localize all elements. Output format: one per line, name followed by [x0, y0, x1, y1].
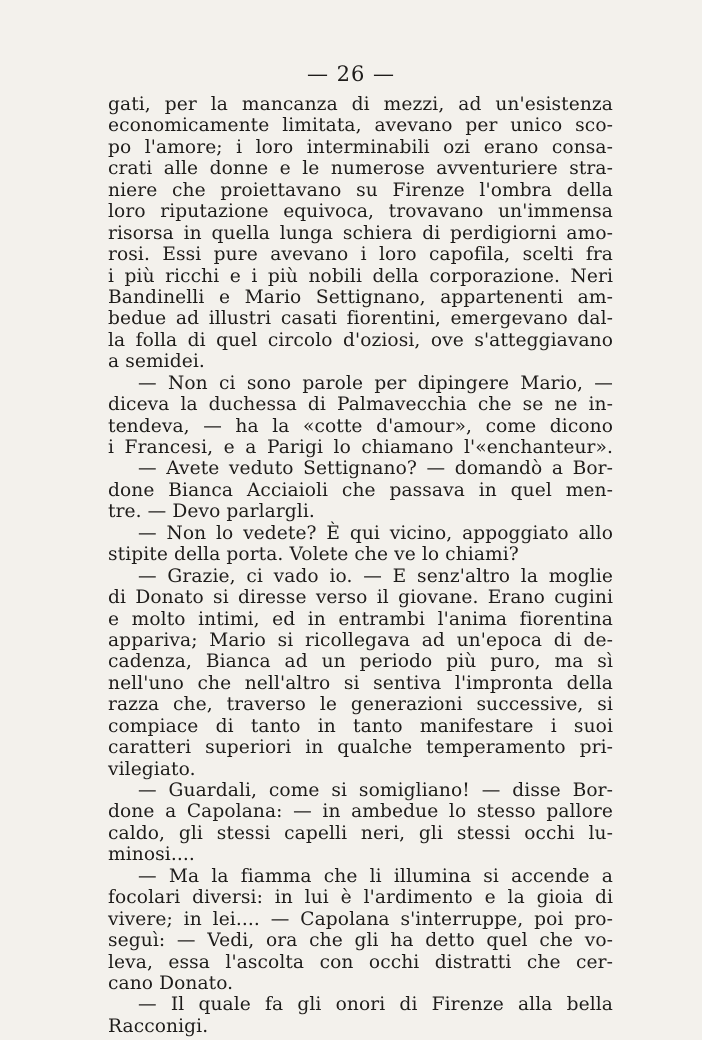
page-number: — 26 — — [306, 62, 396, 86]
text-line: i più ricchi e i più nobili della corporazione. Neri — [108, 265, 613, 287]
text-line: stipite della porta. Volete che ve lo chiami? — [108, 544, 519, 566]
text-line: Racconigi. — [108, 1015, 209, 1037]
text-line: — Guardali, come si somigliano! — disse Bor- — [138, 780, 613, 801]
text-line: economicamente limitata, avevano per unico sco- — [108, 115, 613, 137]
text-line: loro riputazione equivoca, trovavano un'immensa — [108, 201, 613, 223]
text-line: cadenza, Bianca ad un periodo più puro, ma sì — [108, 651, 613, 673]
text-line: — Il quale fa gli onori di Firenze alla bella — [138, 994, 613, 1016]
text-line: di Donato si diresse verso il giovane. Erano cugini — [108, 587, 613, 609]
text-line: — Grazie, ci vado io. — E senz'altro la moglie — [138, 565, 613, 587]
text-line: — Ma la fiamma che li illumina si accende a — [138, 865, 613, 887]
text-line: minosi.... — [108, 844, 195, 866]
text-line: crati alle donne e le numerose avventuriere stra- — [108, 158, 613, 180]
text-line: done a Capolana: — in ambedue lo stesso pallore — [108, 801, 613, 823]
text-line: focolari diversi: in lui è l'ardimento e la gioia di — [108, 887, 613, 909]
text-line: nell'uno che nell'altro si sentiva l'impronta della — [108, 672, 613, 694]
text-line: caratteri superiori in qualche temperamento pri- — [108, 737, 613, 759]
text-line: vilegiato. — [108, 758, 196, 780]
text-line: cano Donato. — [108, 972, 234, 994]
text-line: vivere; in lei.... — Capolana s'interruppe, poi pro- — [108, 908, 613, 930]
text-line: gati, per la mancanza di mezzi, ad un'esistenza — [108, 94, 613, 115]
text-line: seguì: — Vedi, ora che gli ha detto quel che vo- — [108, 930, 613, 952]
text-line: tendeva, — ha la «cotte d'amour», come dicono — [108, 415, 613, 437]
text-line: leva, essa l'ascolta con occhi distratti che cer- — [108, 951, 613, 973]
text-line: — Non lo vedete? È qui vicino, appoggiato allo — [138, 522, 613, 544]
body-text — [108, 94, 613, 1037]
text-line: a semidei. — [108, 351, 205, 373]
text-line: Bandinelli e Mario Settignano, appartenenti am- — [108, 286, 613, 308]
text-line: i Francesi, e a Parigi lo chiamano l'«enchanteur». — [108, 437, 613, 458]
text-line: caldo, gli stessi capelli neri, gli stessi occhi lu- — [108, 822, 613, 844]
text-line: diceva la duchessa di Palmavecchia che se ne in- — [108, 394, 613, 416]
text-line: po l'amore; i loro interminabili ozi erano consa- — [108, 136, 613, 158]
text-line: e molto intimi, ed in entrambi l'anima fiorentina — [108, 608, 613, 630]
text-line: tre. — Devo parlargli. — [108, 501, 315, 523]
text-line: done Bianca Acciaioli che passava in quel men- — [108, 479, 613, 501]
text-line: — Non ci sono parole per dipingere Mario, — — [138, 372, 613, 394]
text-line: la folla di quel circolo d'oziosi, ove s'atteggiavano — [108, 329, 613, 351]
text-line: rosi. Essi pure avevano i loro capofila, scelti fra — [108, 244, 613, 266]
text-line: compiace di tanto in tanto manifestare i suoi — [108, 715, 613, 737]
text-line: razza che, traverso le generazioni successive, si — [108, 694, 613, 716]
text-line: risorsa in quella lunga schiera di perdigiorni amo- — [108, 222, 613, 244]
text-line: bedue ad illustri casati fiorentini, emergevano dal- — [108, 308, 613, 330]
text-line: appariva; Mario si ricollegava ad un'epoca di de- — [108, 629, 613, 651]
text-line: — Avete veduto Settignano? — domandò a Bor- — [138, 458, 613, 480]
text-line: niere che proiettavano su Firenze l'ombra della — [108, 179, 613, 201]
